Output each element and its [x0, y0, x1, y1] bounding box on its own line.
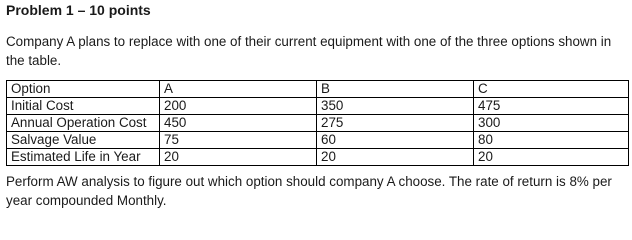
table-cell: 20 — [317, 149, 474, 166]
table-row — [7, 149, 629, 166]
table-cell: 20 — [160, 149, 317, 166]
table-cell: 475 — [474, 98, 629, 115]
row-label-cell: Estimated Life in Year — [7, 149, 160, 166]
table-cell: 80 — [474, 132, 629, 149]
table-cell: 200 — [160, 98, 317, 115]
row-label-cell: Salvage Value — [7, 132, 160, 149]
table-header-row — [7, 81, 629, 98]
problem-heading: Problem 1 – 10 points — [6, 2, 151, 18]
row-label-cell: Initial Cost — [7, 98, 160, 115]
table-cell: 350 — [317, 98, 474, 115]
options-table — [6, 80, 629, 166]
table-cell: 75 — [160, 132, 317, 149]
table-header-cell: Option — [7, 81, 160, 98]
table-cell: 300 — [474, 115, 629, 132]
table-header-cell: C — [474, 81, 629, 98]
row-label-cell: Annual Operation Cost — [7, 115, 160, 132]
table-cell: 275 — [317, 115, 474, 132]
table-cell: 20 — [474, 149, 629, 166]
table-header-cell: A — [160, 81, 317, 98]
table-cell: 450 — [160, 115, 317, 132]
problem-intro-text: Company A plans to replace with one of their current equipment with one of the three options shown in the table. — [6, 34, 612, 68]
problem-instructions-text: Perform AW analysis to figure out which option should company A choose. The rate of return is 8% per year compounded Monthly. — [6, 174, 612, 208]
table-row — [7, 115, 629, 132]
table-row — [7, 98, 629, 115]
table-cell: 60 — [317, 132, 474, 149]
table-header-cell: B — [317, 81, 474, 98]
table-row — [7, 132, 629, 149]
